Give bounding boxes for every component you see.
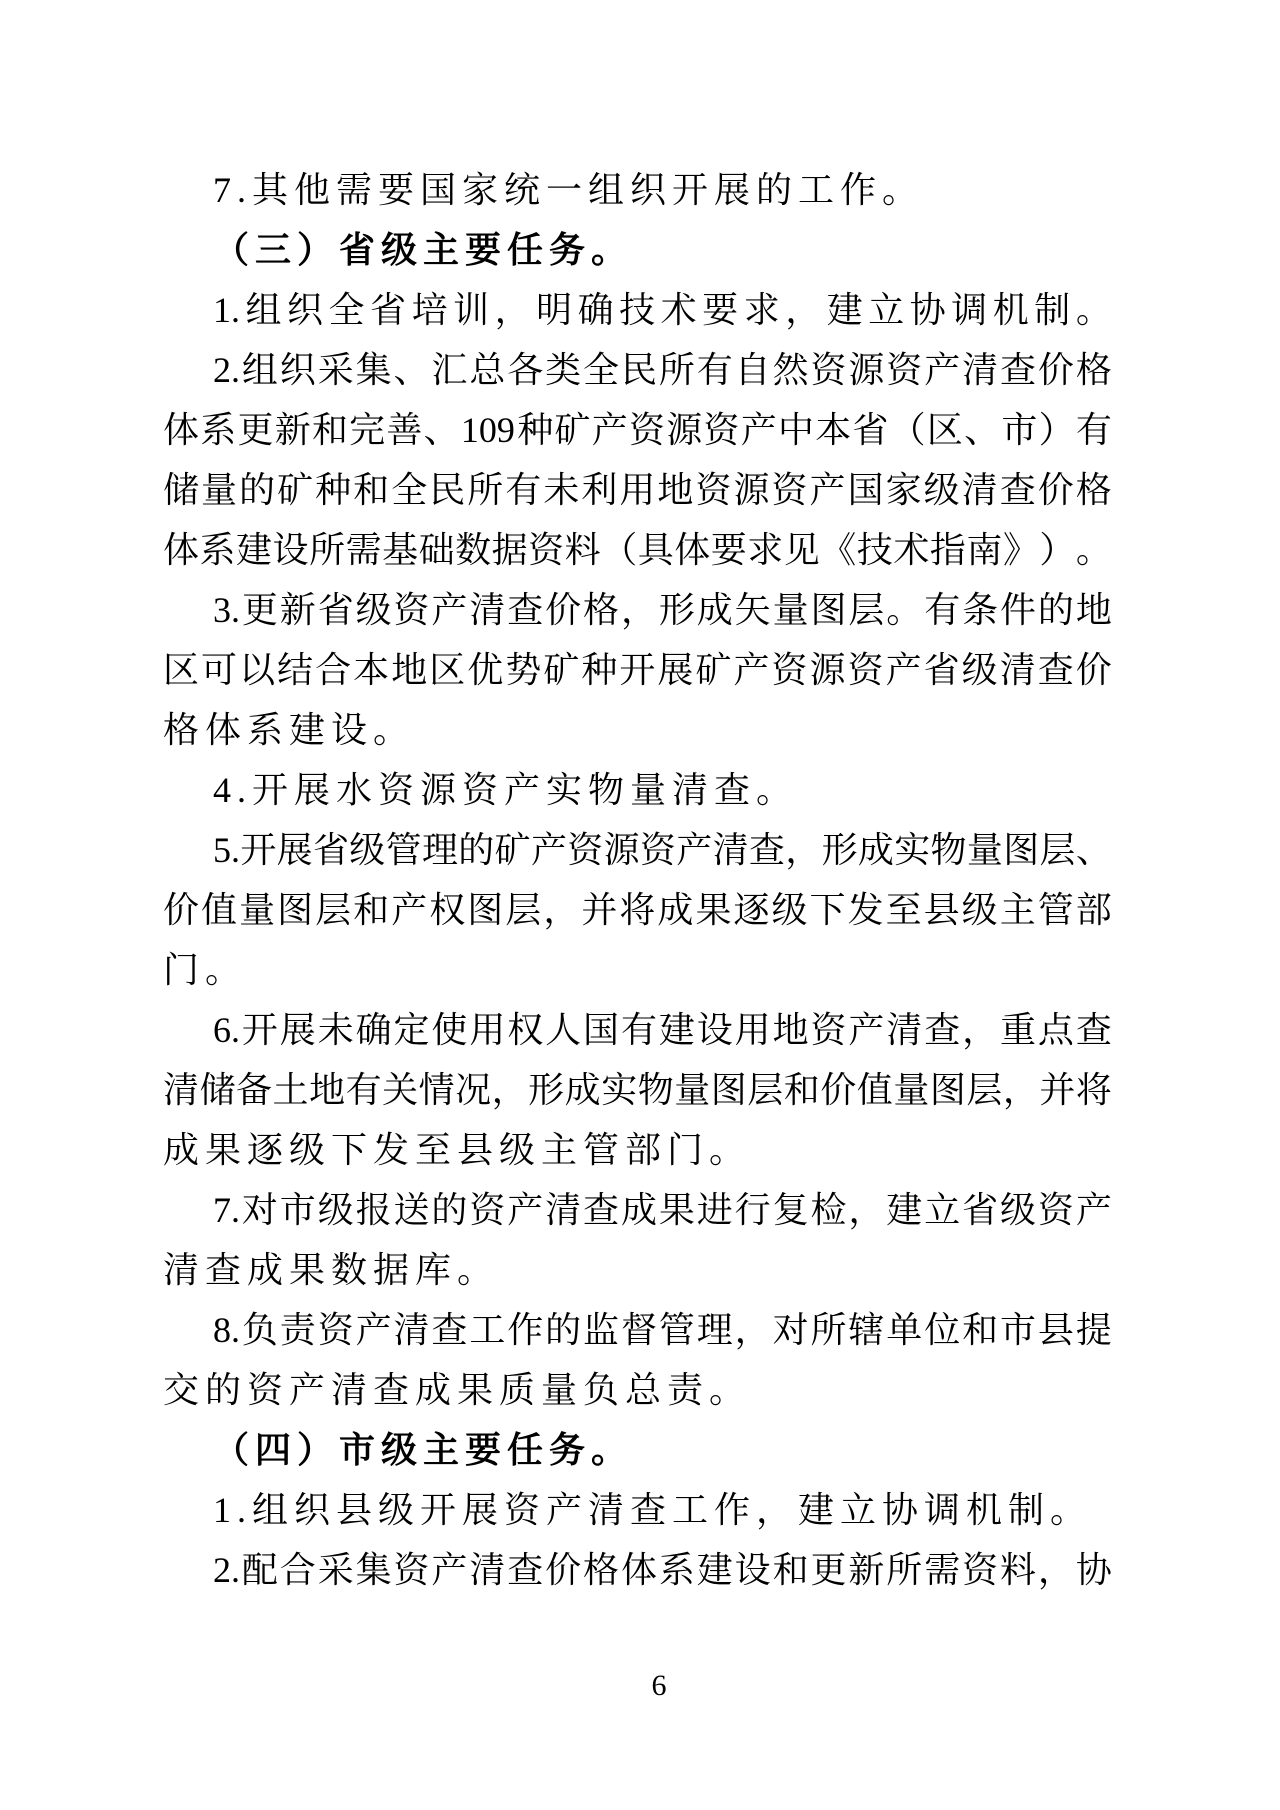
paragraph-line: 区 可 以 结 合 本 地 区 优 势 矿 种 开 展 矿 产 资 源 资 产 省 级 清 查 价 bbox=[163, 650, 1112, 690]
paragraph-line: 1.组织县级开展资产清查工作，建立协调机制。 bbox=[213, 1490, 1093, 1530]
paragraph-line: 2. 配 合 采 集 资 产 清 查 价 格 体 系 建 设 和 更 新 所 需 资 料 ， 协 bbox=[213, 1550, 1112, 1590]
paragraph-line: 价 值 量 图 层 和 产 权 图 层 ， 并 将 成 果 逐 级 下 发 至 县 级 主 管 部 bbox=[163, 890, 1112, 930]
paragraph-line: 交的资产清查成果质量负总责。 bbox=[163, 1370, 752, 1410]
page-footer bbox=[19, 1660, 1280, 1712]
paragraph-line: 6. 开 展 未 确 定 使 用 权 人 国 有 建 设 用 地 资 产 清 查 ， 重 点 查 bbox=[213, 1010, 1112, 1050]
section-heading: （三）省级主要任务。 bbox=[213, 230, 634, 270]
paragraph-line: 7.其他需要国家统一组织开展的工作。 bbox=[213, 170, 925, 210]
paragraph-line: 4.开展水资源资产实物量清查。 bbox=[213, 770, 799, 810]
paragraph-line: 1. 组 织 全 省 培 训 ， 明 确 技 术 要 求 ， 建 立 协 调 机 制 。 bbox=[213, 290, 1112, 330]
paragraph-line: 门。 bbox=[163, 950, 248, 990]
paragraph-line: 清 储 备 土 地 有 关 情 况 ， 形 成 实 物 量 图 层 和 价 值 量 图 层 ， 并 将 bbox=[163, 1070, 1112, 1110]
paragraph-line: 格体系建设。 bbox=[163, 710, 416, 750]
paragraph-line: 体 系 建 设 所 需 基 础 数 据 资 料 （ 具 体 要 求 见 《 技 术 指 南 》 ） 。 bbox=[163, 530, 1112, 570]
paragraph-line: 清查成果数据库。 bbox=[163, 1250, 500, 1290]
paragraph-line: 8. 负 责 资 产 清 查 工 作 的 监 督 管 理 ， 对 所 辖 单 位 和 市 县 提 bbox=[213, 1310, 1112, 1350]
paragraph-line: 体 系 更 新 和 完 善 、 109 种 矿 产 资 源 资 产 中 本 省 （ 区 、 市 ） 有 bbox=[163, 410, 1112, 450]
paragraph-line: 5. 开 展 省 级 管 理 的 矿 产 资 源 资 产 清 查 ， 形 成 实 物 量 图 层 、 bbox=[213, 830, 1112, 870]
paragraph-line: 2. 组 织 采 集 、 汇 总 各 类 全 民 所 有 自 然 资 源 资 产 清 查 价 格 bbox=[213, 350, 1112, 390]
paragraph-line: 成果逐级下发至县级主管部门。 bbox=[163, 1130, 752, 1170]
paragraph-line: 储 量 的 矿 种 和 全 民 所 有 未 利 用 地 资 源 资 产 国 家 级 清 查 价 格 bbox=[163, 470, 1112, 510]
paragraph-line: 3. 更 新 省 级 资 产 清 查 价 格 ， 形 成 矢 量 图 层 。 有 条 件 的 地 bbox=[213, 590, 1112, 630]
section-heading: （四）市级主要任务。 bbox=[213, 1430, 634, 1470]
page-number: 6 bbox=[651, 1669, 667, 1702]
paragraph-line: 7. 对 市 级 报 送 的 资 产 清 查 成 果 进 行 复 检 ， 建 立 省 级 资 产 bbox=[213, 1190, 1112, 1230]
document-body bbox=[163, 160, 1112, 1600]
